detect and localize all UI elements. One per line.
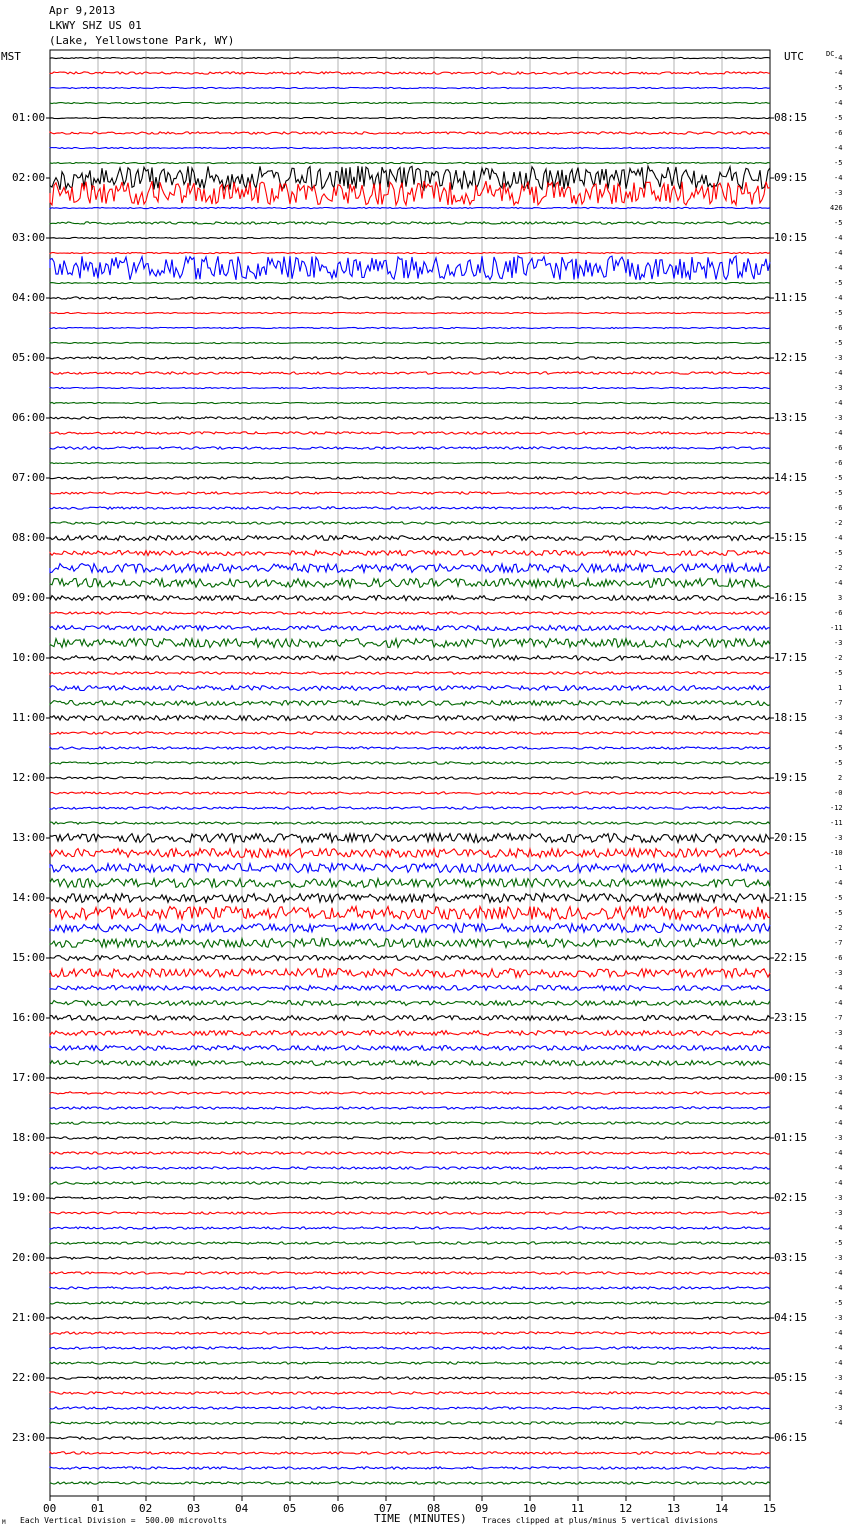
dc-offset-label: -2 (834, 924, 843, 932)
trace-line (50, 792, 770, 794)
x-tick-label: 00 (43, 1502, 57, 1515)
trace-line (50, 372, 770, 374)
hour-label-left: 20:00 (12, 1251, 46, 1264)
trace-line (50, 1272, 770, 1274)
x-tick-label: 08 (427, 1502, 441, 1515)
trace-line (50, 297, 770, 299)
dc-offset-label: -4 (834, 729, 843, 737)
trace-line (50, 237, 770, 238)
hour-label-left: 04:00 (12, 291, 46, 304)
hour-label-left: 15:00 (12, 951, 46, 964)
trace-line (50, 207, 770, 208)
trace-line (50, 1257, 770, 1259)
trace-line (50, 1452, 770, 1454)
trace-line (50, 1392, 770, 1394)
trace-line (50, 417, 770, 419)
trace-line (50, 447, 770, 449)
dc-offset-label: -3 (834, 969, 843, 977)
station-location: (Lake, Yellowstone Park, WY) (49, 34, 235, 47)
trace-line (50, 132, 770, 134)
dc-offset-label: -4 (834, 144, 843, 152)
hour-label-left: 10:00 (12, 651, 46, 664)
x-tick-label: 10 (523, 1502, 537, 1515)
dc-offset-label: -4 (834, 1359, 843, 1367)
trace-line (50, 1287, 770, 1289)
trace-line (50, 701, 770, 706)
trace-line (50, 522, 770, 524)
dc-offset-label: -5 (834, 114, 843, 122)
hour-label-right: 09:15 (774, 171, 808, 184)
trace-line (50, 1407, 770, 1409)
dc-offset-label: -4 (834, 234, 843, 242)
dc-offset-label: 1 (838, 684, 843, 692)
dc-offset-label: -5 (834, 159, 843, 167)
dc-offset-label: -0 (834, 789, 843, 797)
seismic-traces (50, 57, 770, 1484)
dc-offset-label: 3 (838, 594, 843, 602)
trace-line (50, 1046, 770, 1051)
dc-offset-label: -2 (834, 564, 843, 572)
trace-line (50, 639, 770, 648)
trace-line (50, 732, 770, 734)
station-code: LKWY SHZ US 01 (49, 19, 142, 32)
trace-line (50, 762, 770, 764)
dc-offset-label: -5 (834, 1239, 843, 1247)
x-tick-label: 07 (379, 1502, 393, 1515)
trace-line (50, 612, 770, 614)
dc-offset-label: -3 (834, 189, 843, 197)
hour-label-left: 13:00 (12, 831, 46, 844)
dc-offset-label: -4 (834, 294, 843, 302)
trace-line (50, 57, 770, 58)
dc-offset-label: -4 (834, 1389, 843, 1397)
dc-offset-label: -3 (834, 354, 843, 362)
trace-line (50, 879, 770, 888)
clipping-note: Traces clipped at plus/minus 5 vertical divisions (482, 1516, 719, 1525)
chart-date: Apr 9,2013 (49, 4, 116, 17)
hour-label-right: 11:15 (774, 291, 808, 304)
hour-label-right: 13:15 (774, 411, 808, 424)
trace-line (50, 162, 770, 163)
trace-line (50, 1332, 770, 1334)
hour-label-right: 18:15 (774, 711, 808, 724)
hour-label-right: 10:15 (774, 231, 808, 244)
hour-label-right: 00:15 (774, 1071, 808, 1084)
hour-label-left: 02:00 (12, 171, 46, 184)
dc-offset-label: -5 (834, 489, 843, 497)
dc-offset-label: -5 (834, 549, 843, 557)
right-timezone-label: UTC (784, 50, 804, 63)
x-tick-label: 14 (715, 1502, 729, 1515)
dc-offset-label: -5 (834, 669, 843, 677)
dc-offset-label: -1 (834, 864, 843, 872)
trace-line (50, 1362, 770, 1364)
dc-offset-label: -3 (834, 714, 843, 722)
dc-offset-label: -3 (834, 1404, 843, 1412)
trace-line (50, 716, 770, 721)
trace-line (50, 492, 770, 494)
dc-offset-label: -4 (834, 999, 843, 1007)
hour-label-left: 17:00 (12, 1071, 46, 1084)
trace-line (50, 387, 770, 388)
dc-offset-label: -12 (830, 804, 843, 812)
hour-label-left: 08:00 (12, 531, 46, 544)
hour-label-right: 12:15 (774, 351, 808, 364)
dc-offset-label: -4 (834, 1419, 843, 1427)
dc-offset-label: -4 (834, 174, 843, 182)
trace-line (50, 1077, 770, 1079)
dc-offset-label: -2 (834, 654, 843, 662)
trace-line (50, 907, 770, 920)
trace-line (50, 282, 770, 283)
trace-line (50, 1482, 770, 1484)
trace-line (50, 939, 770, 948)
trace-line (50, 579, 770, 588)
x-tick-label: 05 (283, 1502, 297, 1515)
hour-label-right: 16:15 (774, 591, 808, 604)
hour-label-left: 21:00 (12, 1311, 46, 1324)
dc-offset-label: 426 (830, 204, 843, 212)
hour-label-left: 22:00 (12, 1371, 46, 1384)
hour-label-left: 06:00 (12, 411, 46, 424)
dc-offset-label: -4 (834, 99, 843, 107)
hour-label-right: 21:15 (774, 891, 808, 904)
hour-label-right: 04:15 (774, 1311, 808, 1324)
corner-mark: M (2, 1519, 6, 1526)
x-axis-ticks (46, 118, 774, 1501)
dc-offset-label: -5 (834, 339, 843, 347)
x-axis-title: TIME (MINUTES) (374, 1512, 467, 1525)
dc-offset-label: -2 (834, 519, 843, 527)
dc-offset-label: -3 (834, 414, 843, 422)
dc-offset-label: -3 (834, 1029, 843, 1037)
trace-line (50, 864, 770, 873)
dc-offset-label: -4 (834, 1284, 843, 1292)
hour-label-left: 07:00 (12, 471, 46, 484)
dc-offset-label: -6 (834, 444, 843, 452)
dc-offset-label: -4 (834, 69, 843, 77)
trace-line (50, 1227, 770, 1229)
dc-offset-label: -4 (834, 1059, 843, 1067)
x-tick-label: 02 (139, 1502, 153, 1515)
dc-offset-label: -4 (834, 579, 843, 587)
trace-line (50, 222, 770, 224)
hour-label-right: 17:15 (774, 651, 808, 664)
hour-label-right: 01:15 (774, 1131, 808, 1144)
trace-line (50, 551, 770, 556)
dc-offset-label: -4 (834, 534, 843, 542)
trace-line (50, 536, 770, 541)
trace-line (50, 626, 770, 631)
trace-line (50, 894, 770, 903)
dc-offset-label: -4 (834, 429, 843, 437)
trace-line (50, 1137, 770, 1139)
trace-line (50, 1212, 770, 1214)
hour-label-right: 23:15 (774, 1011, 808, 1024)
dc-offset-label: -7 (834, 699, 843, 707)
trace-line (50, 1061, 770, 1066)
x-tick-label: 09 (475, 1502, 489, 1515)
dc-offset-label: -5 (834, 909, 843, 917)
dc-offset-label: -3 (834, 639, 843, 647)
trace-line (50, 1377, 770, 1379)
dc-offset-label: -4 (834, 984, 843, 992)
hour-label-right: 15:15 (774, 531, 808, 544)
dc-offset-label: -10 (830, 849, 843, 857)
trace-line (50, 462, 770, 463)
trace-line (50, 1107, 770, 1109)
x-tick-label: 13 (667, 1502, 681, 1515)
trace-line (50, 1197, 770, 1199)
dc-offset-label: -5 (834, 219, 843, 227)
dc-label: DC (826, 50, 835, 58)
trace-line (50, 596, 770, 601)
hour-label-left: 01:00 (12, 111, 46, 124)
trace-line (50, 807, 770, 809)
dc-offset-label: 2 (838, 774, 843, 782)
hour-label-left: 11:00 (12, 711, 46, 724)
dc-offset-label: -4 (834, 1179, 843, 1187)
dc-offset-label: -5 (834, 279, 843, 287)
dc-offset-label: -6 (834, 324, 843, 332)
hour-label-right: 20:15 (774, 831, 808, 844)
dc-offset-label: -3 (834, 1314, 843, 1322)
dc-offset-label: -4 (834, 399, 843, 407)
dc-offset-label: -11 (830, 624, 843, 632)
dc-offset-label: -3 (834, 1209, 843, 1217)
dc-offset-label: -4 (834, 264, 843, 272)
hour-label-left: 05:00 (12, 351, 46, 364)
dc-offset-label: -6 (834, 504, 843, 512)
hour-label-left: 16:00 (12, 1011, 46, 1024)
dc-offset-label: -3 (834, 1194, 843, 1202)
trace-line (50, 312, 770, 313)
trace-line (50, 87, 770, 88)
trace-line (50, 1422, 770, 1424)
trace-line (50, 342, 770, 343)
dc-offset-label: -4 (834, 1044, 843, 1052)
trace-line (50, 1122, 770, 1124)
hour-label-left: 03:00 (12, 231, 46, 244)
dc-offset-label: -5 (834, 84, 843, 92)
trace-line (50, 1167, 770, 1169)
dc-offset-label: -4 (834, 1104, 843, 1112)
hour-label-right: 08:15 (774, 111, 808, 124)
dc-offset-label: -5 (834, 474, 843, 482)
dc-offset-label: -7 (834, 1014, 843, 1022)
dc-offset-label: -4 (834, 1164, 843, 1172)
trace-line (50, 327, 770, 328)
hour-label-left: 12:00 (12, 771, 46, 784)
dc-offset-label: -3 (834, 384, 843, 392)
x-tick-label: 03 (187, 1502, 201, 1515)
dc-offset-label: -3 (834, 1074, 843, 1082)
trace-line (50, 1031, 770, 1036)
hour-label-right: 19:15 (774, 771, 808, 784)
hour-label-left: 23:00 (12, 1431, 46, 1444)
dc-offset-label: -7 (834, 939, 843, 947)
trace-line (50, 1467, 770, 1469)
dc-offset-label: -4 (834, 1269, 843, 1277)
x-tick-label: 04 (235, 1502, 249, 1515)
dc-offset-label: -4 (834, 369, 843, 377)
vertical-scale-note: Each Vertical Division = 500.00 microvolts (20, 1516, 228, 1525)
dc-offset-label: -5 (834, 759, 843, 767)
trace-line (50, 402, 770, 403)
dc-offset-label: -11 (830, 819, 843, 827)
trace-line (50, 656, 770, 661)
dc-offset-label: -6 (834, 129, 843, 137)
hour-label-right: 02:15 (774, 1191, 808, 1204)
trace-line (50, 822, 770, 824)
trace-line (50, 102, 770, 103)
trace-line (50, 747, 770, 749)
trace-line (50, 252, 770, 253)
hour-label-left: 14:00 (12, 891, 46, 904)
dc-offset-label: -3 (834, 1254, 843, 1262)
trace-line (50, 1152, 770, 1154)
trace-line (50, 147, 770, 148)
dc-offset-label: -5 (834, 894, 843, 902)
hour-label-right: 14:15 (774, 471, 808, 484)
hour-label-left: 19:00 (12, 1191, 46, 1204)
x-tick-label: 06 (331, 1502, 345, 1515)
hour-label-right: 03:15 (774, 1251, 808, 1264)
hour-label-right: 06:15 (774, 1431, 808, 1444)
trace-line (50, 672, 770, 674)
trace-line (50, 477, 770, 479)
dc-offset-label: -5 (834, 744, 843, 752)
trace-line (50, 1001, 770, 1006)
left-timezone-label: MST (1, 50, 21, 63)
dc-offset-label: -5 (834, 309, 843, 317)
trace-line (50, 507, 770, 509)
dc-offset-label: -4 (834, 1329, 843, 1337)
trace-line (50, 986, 770, 991)
x-tick-label: 12 (619, 1502, 633, 1515)
hour-label-left: 09:00 (12, 591, 46, 604)
hour-label-right: 22:15 (774, 951, 808, 964)
trace-line (50, 1347, 770, 1349)
trace-line (50, 1182, 770, 1184)
dc-offset-label: -5 (834, 1299, 843, 1307)
dc-offset-label: -4 (834, 1344, 843, 1352)
dc-offset-label: -4 (834, 249, 843, 257)
x-tick-label: 01 (91, 1502, 105, 1515)
trace-line (50, 72, 770, 74)
trace-line (50, 1317, 770, 1319)
trace-line (50, 117, 770, 118)
trace-line (50, 969, 770, 978)
trace-line (50, 1092, 770, 1094)
dc-offset-label: -4 (834, 1224, 843, 1232)
dc-offset-label: -3 (834, 1374, 843, 1382)
trace-line (50, 432, 770, 434)
trace-line (50, 924, 770, 933)
trace-line (50, 256, 770, 280)
trace-line (50, 1302, 770, 1304)
dc-offset-label: -4 (834, 1119, 843, 1127)
dc-offset-label: -4 (834, 1089, 843, 1097)
dc-offset-label: -6 (834, 459, 843, 467)
dc-offset-label: -4 (834, 54, 843, 62)
trace-line (50, 1437, 770, 1439)
trace-line (50, 956, 770, 961)
trace-line (50, 564, 770, 573)
trace-line (50, 166, 770, 190)
hour-label-right: 05:15 (774, 1371, 808, 1384)
trace-line (50, 1016, 770, 1021)
dc-offset-label: -3 (834, 834, 843, 842)
trace-line (50, 357, 770, 359)
dc-offset-label: -3 (834, 1134, 843, 1142)
trace-line (50, 1242, 770, 1244)
dc-offset-label: -6 (834, 954, 843, 962)
trace-line (50, 686, 770, 691)
trace-line (50, 849, 770, 858)
dc-offset-label: -4 (834, 1149, 843, 1157)
x-tick-label: 15 (763, 1502, 777, 1515)
trace-line (50, 777, 770, 779)
dc-offset-label: -6 (834, 609, 843, 617)
hour-label-left: 18:00 (12, 1131, 46, 1144)
trace-line (50, 834, 770, 843)
x-tick-label: 11 (571, 1502, 585, 1515)
dc-offset-label: -4 (834, 879, 843, 887)
